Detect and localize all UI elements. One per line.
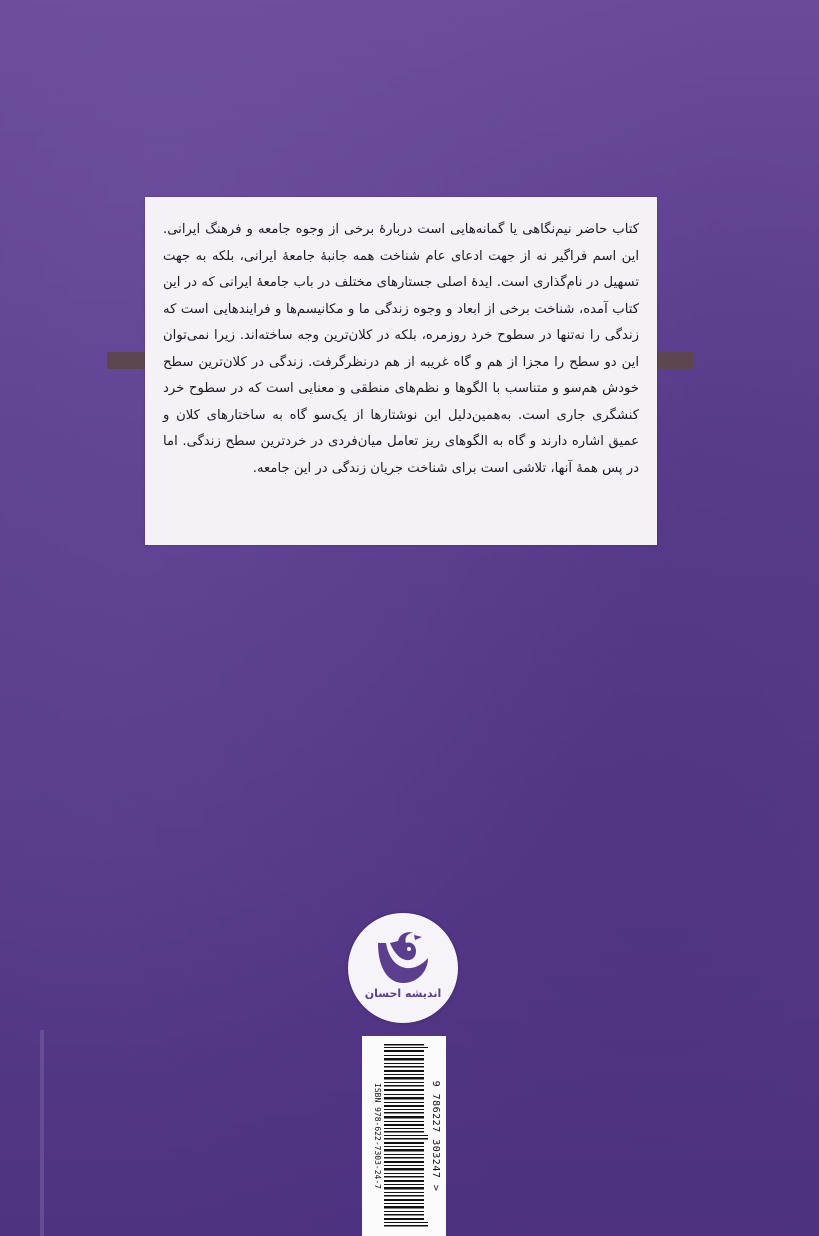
isbn-digits: 9 786227 303247 > [430,1080,441,1192]
bird-logo-icon [348,913,458,1023]
barcode [362,1036,446,1236]
isbn-label: ISBN 978-622-7303-24-7 [373,1083,382,1189]
blurb-box [145,197,657,545]
publisher-name: اندیشه احسان [364,987,442,1000]
publisher-logo [348,913,458,1023]
spine-edge [40,1030,44,1236]
blurb-text: کتاب حاضر نیم‌نگاهی یا گمانه‌هایی است دربارهٔ برخی از وجوه جامعه و فرهنگ ایرانی. این اسم فراگیر نه از جهت ادعای عام شناخت همه جانبهٔ جامعهٔ ایرانی، بلکه به جهت تسهیل در نام‌گذاری است. ایدهٔ اصلی جستارهای مختلف در باب جامعهٔ ایرانی که در این کتاب آمده، شناخت برخی از ابعاد و وجوه زندگی ما و مکانیسم‌ها و فرایندهایی است که زندگی را نه‌تنها در سطوح خرد روزمره، بلکه در کلان‌ترین وجه ساخته‌اند. زیرا نمی‌توان این دو سطح را مجزا از هم و گاه غریبه از هم درنظرگرفت. زندگی در کلان‌ترین سطح خودش هم‌سو و متناسب با الگوها و نظم‌های منطقی و معنایی است که در سطوح خرد کنشگری جاری است. به‌همین‌دلیل این نوشتارها از یک‌سو گاه به ساختارهای کلان و عمیق اشاره دارند و گاه به الگوهای ریز تعامل میان‌فردی در خردترین سطح زندگی. اما در پس همهٔ آنها، تلاشی است برای شناخت جریان زندگی در این جامعه. [163,222,639,476]
